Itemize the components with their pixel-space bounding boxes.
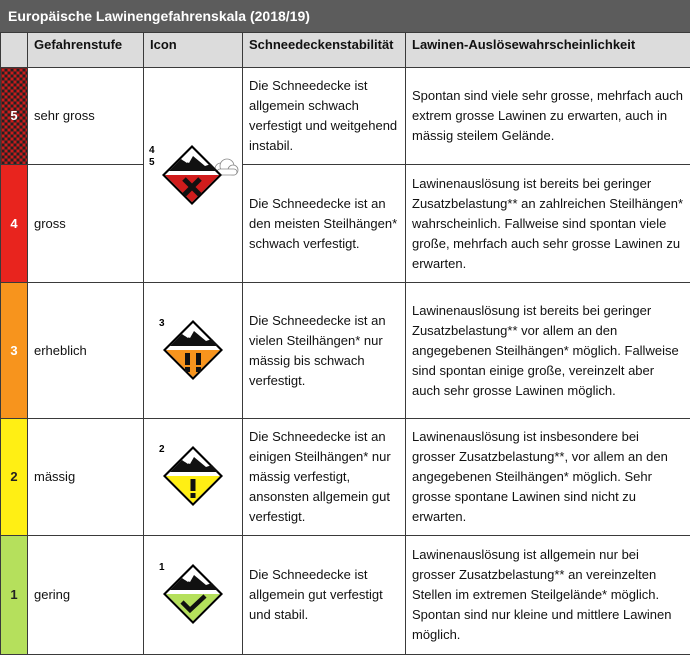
danger-scale-table [0,32,690,655]
level-name-cell: erheblich [28,283,144,419]
icon-cell [144,283,243,419]
probability-cell: Spontan sind viele sehr grosse, mehrfach auch extrem grosse Lawinen zu erwarten, auch in mässig steilem Gelände. [406,68,690,165]
probability-cell: Lawinenauslösung ist allgemein nur bei grosser Zusatzbelastung** an vereinzelten Stellen im extremen Steilgelände* möglich. Spontan sind nur kleine und mittlere Lawinen möglich. [406,536,690,655]
level-name-cell: mässig [28,419,144,536]
table-row [1,536,690,655]
stability-cell: Die Schneedecke ist an einigen Steilhängen* nur mässig verfestigt, ansonsten allgemein gut verfestigt. [243,419,406,536]
stability-cell: Die Schneedecke ist allgemein schwach verfestigt und weitgehend instabil. [243,68,406,165]
level-number-cell: 4 [1,165,28,283]
stability-cell: Die Schneedecke ist an den meisten Steilhängen* schwach verfestigt. [243,165,406,283]
level-name-cell: gering [28,536,144,655]
table-header-row [1,33,690,68]
header-snowpack-stability: Schneedeckenstabilität [243,33,406,68]
stability-cell: Die Schneedecke ist an vielen Steilhängen* nur mässig bis schwach verfestigt. [243,283,406,419]
icon-label-1: 1 [159,562,165,573]
avalanche-danger-1-icon [153,554,233,636]
table-row [1,419,690,536]
icon-label-5: 5 [149,157,155,168]
table-row [1,283,690,419]
avalanche-danger-2-icon [153,436,233,518]
table-row [1,165,690,283]
icon-cell [144,536,243,655]
level-name-cell: gross [28,165,144,283]
probability-cell: Lawinenauslösung ist insbesondere bei grosser Zusatzbelastung**, vor allem an den angegebenen Steilhängen* möglich. Sehr grosse spontane Lawinen sind nicht zu erwarten. [406,419,690,536]
level-number-cell: 1 [1,536,28,655]
level-name-cell: sehr gross [28,68,144,165]
icon-cell [144,419,243,536]
stability-cell: Die Schneedecke ist allgemein gut verfestigt und stabil. [243,536,406,655]
page-title: Europäische Lawinengefahrenskala (2018/19) [0,0,690,32]
probability-cell: Lawinenauslösung ist bereits bei geringer Zusatzbelastung** an zahlreichen Steilhängen* wahrscheinlich. Fallweise sind spontan viele große, mehrfach auch sehr grosse Lawinen zu erwarten. [406,165,690,283]
avalanche-danger-4-5-icon [147,139,239,211]
icon-label-4: 4 [149,145,155,156]
level-number-cell: 5 [1,68,28,165]
icon-cell [144,68,243,283]
header-icon: Icon [144,33,243,68]
icon-label-2: 2 [159,444,165,455]
header-danger-level: Gefahrenstufe [28,33,144,68]
table-row [1,68,690,165]
header-level [1,33,28,68]
probability-cell: Lawinenauslösung ist bereits bei geringer Zusatzbelastung** vor allem an den angegebenen Steilhängen* möglich. Fallweise sind spontan einige große, vereinzelt aber auch sehr grosse Lawinen möglich. [406,283,690,419]
icon-label-3: 3 [159,317,165,329]
level-number-cell: 3 [1,283,28,419]
header-release-probability: Lawinen-Auslösewahrscheinlichkeit [406,33,690,68]
avalanche-danger-3-icon [153,310,233,392]
level-number-cell: 2 [1,419,28,536]
